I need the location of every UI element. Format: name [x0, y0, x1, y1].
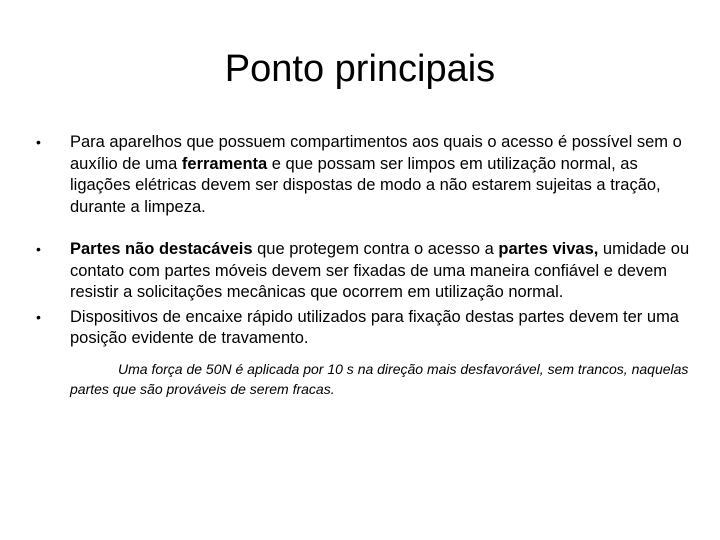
note-text-block: [36, 359, 696, 399]
slide-title: Ponto principais: [224, 48, 496, 90]
bullet-text: Para aparelhos que possuem compartimentos aos quais o acesso é possível sem o auxílio de uma: [70, 133, 682, 173]
bullet-bold-text: ferramenta: [181, 154, 268, 173]
bullet-icon: •: [36, 241, 41, 257]
slide-body: [36, 132, 696, 399]
note-text: Uma força de 50N é aplicada por 10 s na direção mais desfavorável, sem trancos, naquelas partes que são prováveis de serem fracas.: [70, 360, 689, 397]
bullet-text: umidade ou contato com partes móveis devem ser fixadas de uma maneira confiável e devem resistir a solicitações mecânicas que ocorrem em utilização normal.: [70, 240, 690, 301]
bullet-item: [36, 239, 696, 304]
bullet-text: e que possam ser limpos em utilização normal, as ligações elétricas devem ser dispostas de modo a não estarem sujeitas a tração, durante a limpeza.: [70, 154, 661, 216]
bullet-icon: •: [36, 308, 41, 325]
bullet-text: Dispositivos de encaixe rápido utilizados para fixação destas partes devem ter uma posição evidente de travamento.: [70, 307, 679, 347]
bullet-bold-text: partes vivas,: [498, 240, 599, 258]
bullet-icon: •: [36, 134, 41, 150]
bullet-item: [36, 307, 696, 350]
bullet-bold-text: Partes não destacáveis: [70, 240, 253, 258]
bullet-item: [36, 132, 696, 218]
bullet-text: que protegem contra o acesso a: [252, 240, 499, 258]
